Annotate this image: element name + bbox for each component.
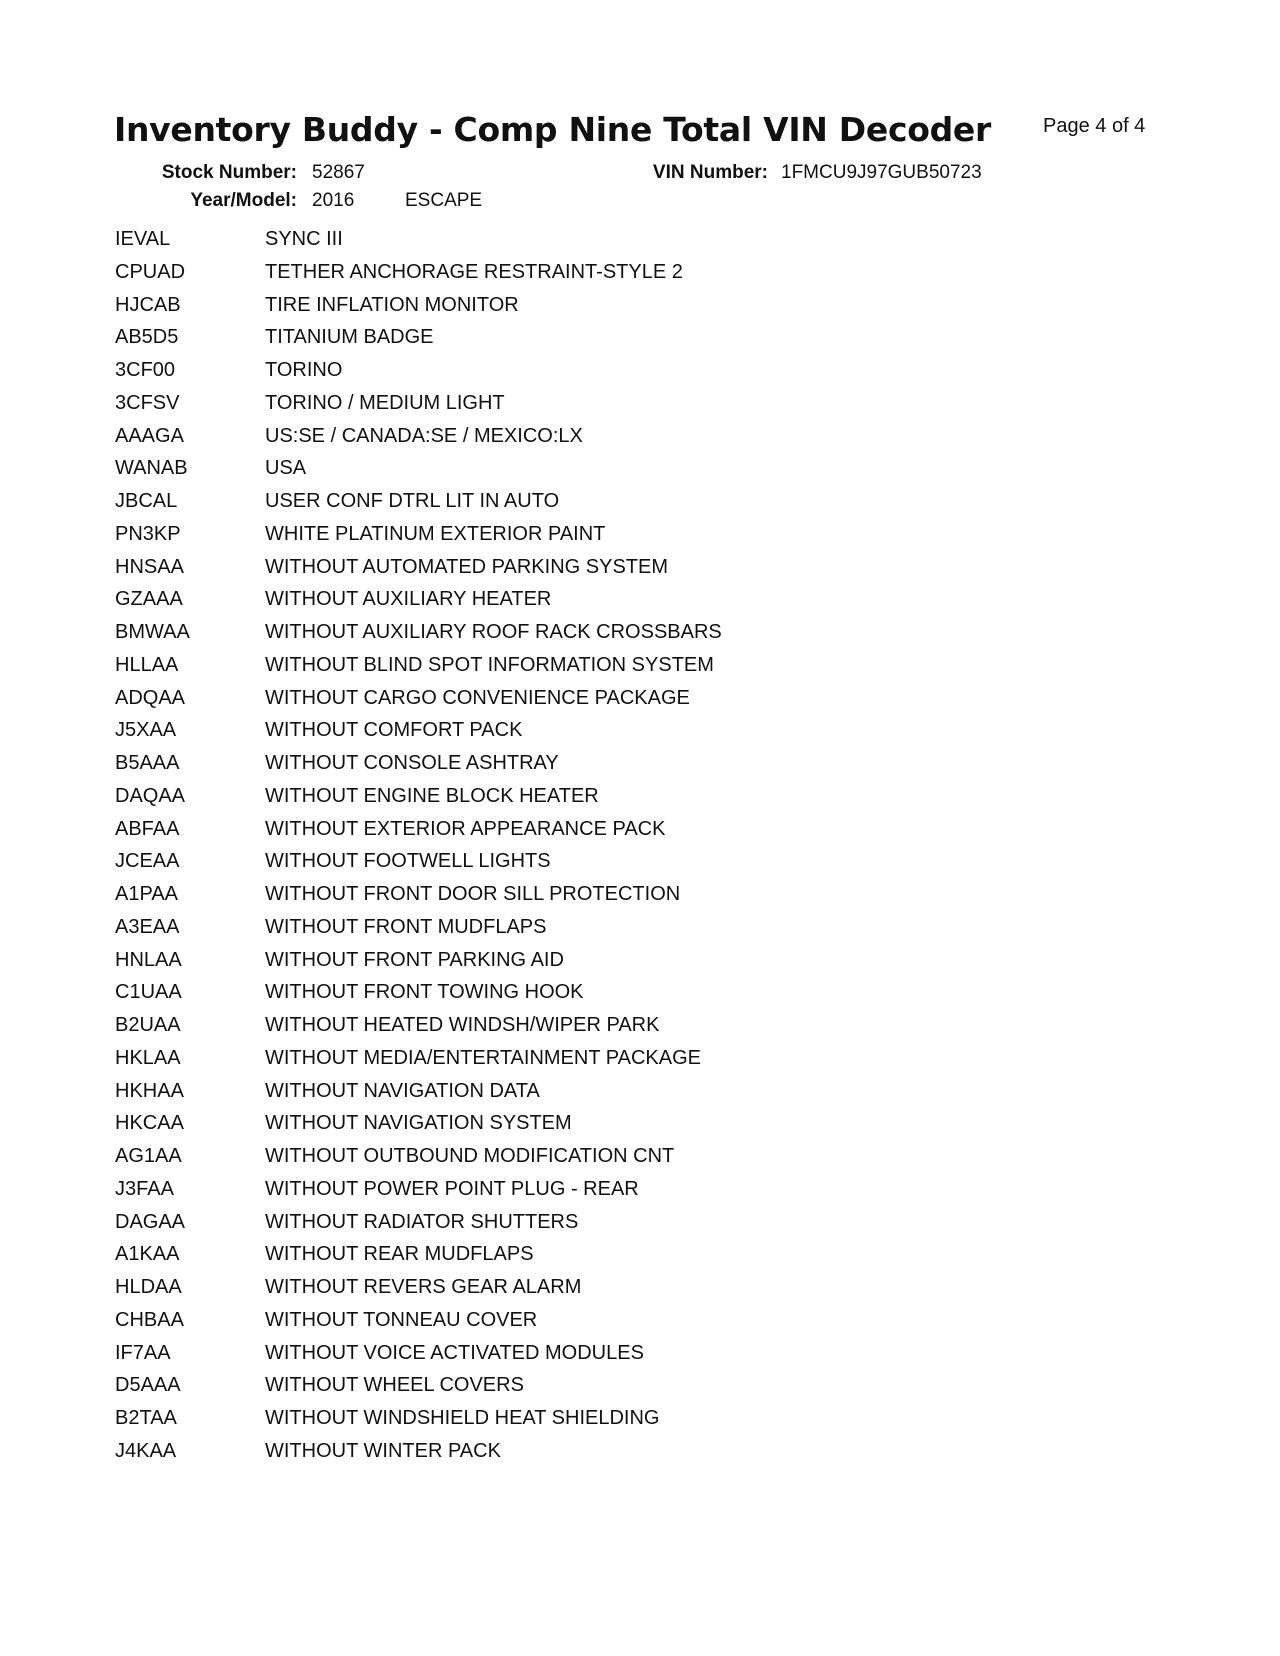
option-description: WITHOUT AUXILIARY HEATER <box>265 588 552 611</box>
option-code: J4KAA <box>115 1439 177 1462</box>
option-code-row <box>115 1047 722 1080</box>
vin-number-value: 1FMCU9J97GUB50723 <box>781 162 982 183</box>
option-description: WITHOUT FRONT DOOR SILL PROTECTION <box>265 883 681 905</box>
option-code: HLLAA <box>115 653 179 676</box>
option-description: WITHOUT HEATED WINDSH/WIPER PARK <box>265 1014 660 1036</box>
option-code: ABFAA <box>115 817 180 840</box>
option-code: D5AAA <box>115 1374 181 1397</box>
option-description: USA <box>265 457 307 480</box>
option-code-row <box>115 1342 722 1375</box>
option-code-row <box>115 261 722 294</box>
option-code-row <box>115 1080 722 1113</box>
option-code: B2TAA <box>115 1407 177 1429</box>
option-code-row <box>115 654 722 687</box>
option-code-row <box>115 1145 722 1178</box>
option-code-row <box>115 523 722 556</box>
option-description: WITHOUT REAR MUDFLAPS <box>265 1243 534 1266</box>
option-code: HJCAB <box>115 293 181 316</box>
model-year-value: 2016 <box>312 190 355 211</box>
option-code: HKCAA <box>115 1112 184 1135</box>
option-code: B5AAA <box>115 752 180 774</box>
option-code: DAQAA <box>115 784 186 807</box>
option-description: USER CONF DTRL LIT IN AUTO <box>265 490 560 512</box>
option-description: WITHOUT POWER POINT PLUG - REAR <box>265 1177 639 1200</box>
option-code: A1PAA <box>115 883 178 905</box>
option-code-row <box>115 1243 722 1276</box>
option-code: C1UAA <box>115 981 182 1004</box>
option-code-row <box>115 425 722 458</box>
option-description: TIRE INFLATION MONITOR <box>265 293 519 316</box>
option-code: IF7AA <box>115 1341 171 1364</box>
option-description: TORINO / MEDIUM LIGHT <box>265 391 505 414</box>
option-code-row <box>115 1211 722 1244</box>
option-description: WITHOUT FRONT TOWING HOOK <box>265 981 584 1004</box>
option-code-row <box>115 228 722 261</box>
option-code-row <box>115 949 722 982</box>
option-description: WITHOUT REVERS GEAR ALARM <box>265 1276 582 1298</box>
year-model-label: Year/Model: <box>190 190 297 211</box>
option-description: WITHOUT FRONT PARKING AID <box>265 948 564 971</box>
option-description: US:SE / CANADA:SE / MEXICO:LX <box>265 424 583 447</box>
option-description: TETHER ANCHORAGE RESTRAINT-STYLE 2 <box>265 260 683 283</box>
option-description: WITHOUT NAVIGATION DATA <box>265 1079 540 1102</box>
option-code-row <box>115 457 722 490</box>
option-code-row <box>115 556 722 589</box>
option-code: AG1AA <box>115 1145 182 1167</box>
option-code-row <box>115 621 722 654</box>
option-code-row <box>115 588 722 621</box>
option-code: CPUAD <box>115 260 186 283</box>
page-indicator: Page 4 of 4 <box>1043 115 1146 137</box>
option-code-row <box>115 326 722 359</box>
option-description: WITHOUT FRONT MUDFLAPS <box>265 915 547 938</box>
option-code: PN3KP <box>115 522 181 545</box>
option-code-row <box>115 1178 722 1211</box>
option-code: HNSAA <box>115 555 184 578</box>
option-code-row <box>115 490 722 523</box>
option-description: WITHOUT COMFORT PACK <box>265 719 523 742</box>
option-code-row <box>115 1407 722 1440</box>
option-code: B2UAA <box>115 1014 181 1036</box>
option-code: 3CFSV <box>115 391 180 414</box>
option-description: WITHOUT VOICE ACTIVATED MODULES <box>265 1341 644 1364</box>
option-code-row <box>115 1374 722 1407</box>
option-code-row <box>115 1276 722 1309</box>
option-description: WITHOUT OUTBOUND MODIFICATION CNT <box>265 1145 675 1167</box>
option-code: GZAAA <box>115 588 183 611</box>
option-code-row <box>115 752 722 785</box>
vin-number-label: VIN Number: <box>652 162 768 183</box>
option-code: WANAB <box>115 457 188 480</box>
option-code-row <box>115 818 722 851</box>
option-code: J3FAA <box>115 1177 174 1200</box>
option-code-row <box>115 981 722 1014</box>
option-description: WITHOUT TONNEAU COVER <box>265 1308 538 1331</box>
option-code-row <box>115 1440 722 1473</box>
stock-number-label: Stock Number: <box>161 162 297 183</box>
option-code-row <box>115 1014 722 1047</box>
model-name-value: ESCAPE <box>405 190 483 211</box>
option-description: WITHOUT BLIND SPOT INFORMATION SYSTEM <box>265 653 714 676</box>
option-code-row <box>115 687 722 720</box>
option-code: HNLAA <box>115 948 182 971</box>
document-title: Inventory Buddy - Comp Nine Total VIN Decoder <box>114 110 991 149</box>
option-description: SYNC III <box>265 228 343 250</box>
option-code-row <box>115 1309 722 1342</box>
option-description: WITHOUT MEDIA/ENTERTAINMENT PACKAGE <box>265 1046 701 1069</box>
option-code-row <box>115 294 722 327</box>
option-description: WITHOUT WHEEL COVERS <box>265 1374 524 1397</box>
option-code: IEVAL <box>115 228 171 250</box>
option-description: WITHOUT RADIATOR SHUTTERS <box>265 1210 579 1233</box>
stock-number-value: 52867 <box>312 162 365 183</box>
option-description: WITHOUT AUXILIARY ROOF RACK CROSSBARS <box>265 621 722 643</box>
option-description: WHITE PLATINUM EXTERIOR PAINT <box>265 522 606 545</box>
option-code: HLDAA <box>115 1276 182 1298</box>
option-description: WITHOUT WINDSHIELD HEAT SHIELDING <box>265 1407 660 1429</box>
option-code-row <box>115 916 722 949</box>
option-code: JBCAL <box>115 490 178 512</box>
option-description: WITHOUT NAVIGATION SYSTEM <box>265 1112 572 1135</box>
option-code: BMWAA <box>115 621 190 643</box>
option-code: ADQAA <box>115 686 186 709</box>
option-code: AB5D5 <box>115 326 179 349</box>
option-code-row <box>115 850 722 883</box>
option-description: WITHOUT EXTERIOR APPEARANCE PACK <box>265 817 666 840</box>
option-code: HKLAA <box>115 1046 181 1069</box>
option-description: WITHOUT CONSOLE ASHTRAY <box>265 752 559 774</box>
option-code-row <box>115 359 722 392</box>
option-description: TITANIUM BADGE <box>265 326 434 349</box>
option-description: WITHOUT CARGO CONVENIENCE PACKAGE <box>265 686 690 709</box>
option-code: 3CF00 <box>115 359 176 381</box>
option-description: TORINO <box>265 359 343 381</box>
option-code-row <box>115 883 722 916</box>
option-code: JCEAA <box>115 850 180 873</box>
option-code-row <box>115 392 722 425</box>
option-code-row <box>115 719 722 752</box>
option-code: A3EAA <box>115 915 180 938</box>
option-description: WITHOUT ENGINE BLOCK HEATER <box>265 784 599 807</box>
option-code-list <box>115 228 722 1473</box>
option-description: WITHOUT FOOTWELL LIGHTS <box>265 850 551 873</box>
option-code-row <box>115 785 722 818</box>
option-code: HKHAA <box>115 1079 184 1102</box>
option-code: CHBAA <box>115 1308 184 1331</box>
option-description: WITHOUT WINTER PACK <box>265 1439 501 1462</box>
option-code: A1KAA <box>115 1243 180 1266</box>
option-code-row <box>115 1112 722 1145</box>
option-code: J5XAA <box>115 719 177 742</box>
option-code: DAGAA <box>115 1210 186 1233</box>
option-description: WITHOUT AUTOMATED PARKING SYSTEM <box>265 555 668 578</box>
option-code: AAAGA <box>115 424 184 447</box>
